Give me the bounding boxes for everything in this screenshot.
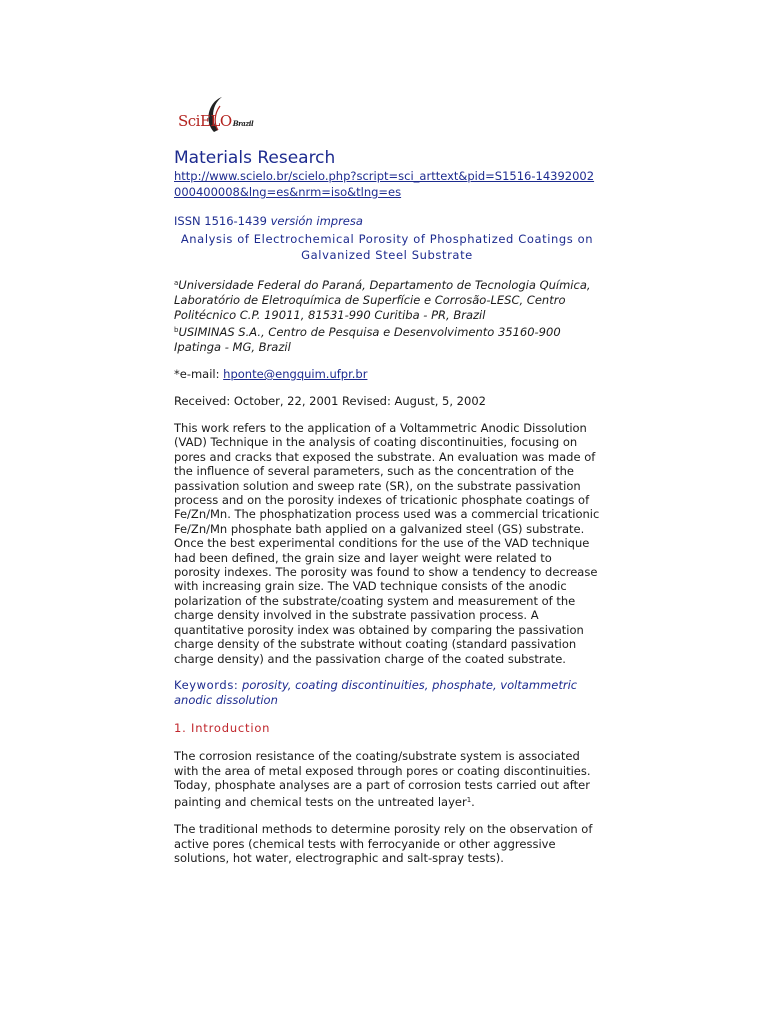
affiliation-mark: b <box>174 326 179 334</box>
logo-main-text: SciELO <box>178 112 232 130</box>
issn-version: versión impresa <box>270 214 363 228</box>
intro-paragraph-2: The traditional methods to determine porosity rely on the observation of active pores (chemical tests with ferrocyanide or other aggressive solutions, hot water, electrographic and salt-spray tests). <box>174 822 593 866</box>
issn-number: ISSN 1516-1439 <box>174 214 267 228</box>
article-url-link[interactable]: http://www.scielo.br/scielo.php?script=sci_arttext&pid=S1516-14392002000400008&lng=es&nrm=iso&tlng=es <box>174 169 595 199</box>
issn-line <box>174 213 600 229</box>
section-heading-introduction: 1. Introduction <box>174 720 271 735</box>
affiliations <box>174 276 600 355</box>
logo-sub-text: Brazil <box>232 119 254 128</box>
affiliation-text: USIMINAS S.A., Centro de Pesquisa e Desenvolvimento 35160-900 Ipatinga - MG, Brazil <box>174 325 561 354</box>
scielo-logo[interactable] <box>174 94 264 142</box>
paragraph-text: The corrosion resistance of the coating/substrate system is associated with the area of metal exposed through pores or coating discontinuities. Today, phosphate analyses are a part of corrosion tests carried out after painting and chemical tests on the untreated layer <box>174 748 591 809</box>
email-line <box>174 367 600 382</box>
received-dates: Received: October, 22, 2001 Revised: August, 5, 2002 <box>174 394 486 408</box>
affiliation-a <box>174 276 600 323</box>
affiliation-mark: a <box>174 279 179 287</box>
abstract-text: This work refers to the application of a Voltammetric Anodic Dissolution (VAD) Technique in the analysis of coating discontinuities, focusing on pores and cracks that exposed the substrate. An evaluation was made of the influence of several parameters, such as the concentration of the passivation solution and sweep rate (SR), on the substrate passivation process and on the porosity indexes of tricationic phosphate coatings of Fe/Zn/Mn. The phosphatization process used was a commercial tricationic Fe/Zn/Mn phosphate bath applied on a galvanized steel (GS) substrate. Once the best experimental conditions for the use of the VAD technique had been defined, the grain size and layer weight were related to porosity indexes. The porosity was found to show a tendency to decrease with increasing grain size. The VAD technique consists of the anodic polarization of the substrate/coating system and measurement of the charge density involved in the substrate passivation process. A quantitative porosity index was obtained by comparing the passivation charge density of the substrate without coating (standard passivation charge density) and the passivation charge of the coated substrate. <box>174 421 600 666</box>
keywords-label: Keywords: <box>174 677 239 692</box>
intro-paragraph-1 <box>174 749 600 809</box>
affiliation-text: Universidade Federal do Paraná, Departamento de Tecnologia Química, Laboratório de Eletroquímica de Superfície e Corrosão-LESC, Centro Politécnico C.P. 19011, 81531-990 Curitiba - PR, Brazil <box>174 278 591 322</box>
email-link[interactable]: hponte@engquim.ufpr.br <box>223 367 368 381</box>
reference-superscript[interactable]: 1 <box>466 795 472 804</box>
keywords-line <box>174 678 600 708</box>
email-label: *e-mail: <box>174 367 220 381</box>
paragraph-end: . <box>471 794 475 809</box>
affiliation-b <box>174 323 600 355</box>
logo-wordmark <box>178 112 253 130</box>
journal-title: Materials Research <box>174 148 336 168</box>
article-title: Analysis of Electrochemical Porosity of Phosphatized Coatings on Galvanized Steel Substrate <box>180 232 594 262</box>
keywords-terms: porosity, coating discontinuities, phosphate, voltammetric anodic dissolution <box>174 677 578 707</box>
paper-page <box>174 94 600 866</box>
